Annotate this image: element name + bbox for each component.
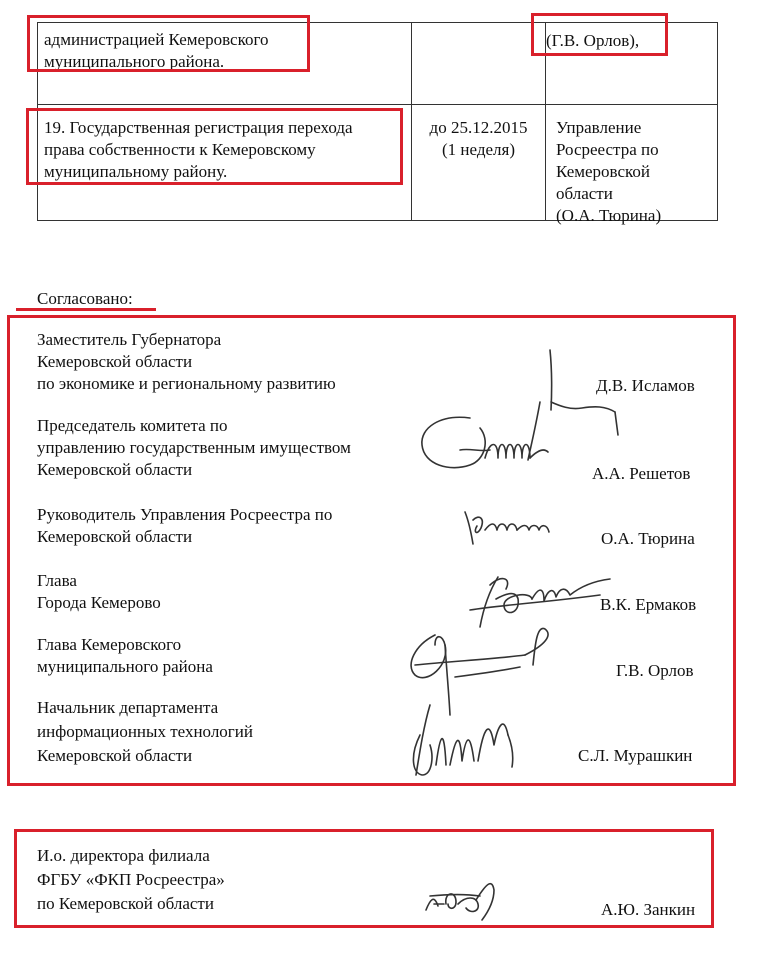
signatory-position: Глава Города Кемерово — [37, 571, 161, 612]
signatory-name: Д.В. Исламов — [596, 376, 695, 395]
table-row-top-responsible: (Г.В. Орлов), — [546, 31, 640, 50]
signatory-position: Руководитель Управления Росреестра по Кемеровской области — [37, 505, 333, 546]
signature-zankin — [420, 860, 510, 925]
signatory-position: Начальник департамента информационных технологий Кемеровской области — [37, 698, 253, 765]
approval-heading: Согласовано: — [37, 289, 133, 308]
highlight-box-top-task — [27, 15, 310, 72]
highlight-box-top-responsible — [531, 13, 668, 56]
signatory-name: Г.В. Орлов — [616, 661, 694, 680]
signature-tyurina — [455, 500, 565, 550]
signatory-position: Глава Кемеровского муниципального района — [37, 635, 213, 676]
signatory-name: О.А. Тюрина — [601, 529, 695, 548]
highlight-box-row-19 — [26, 108, 403, 185]
signature-islamov-reshetov — [410, 340, 650, 480]
table-row-19-deadline: до 25.12.2015 (1 неделя) — [429, 118, 528, 159]
signatory-name: А.А. Решетов — [592, 464, 691, 483]
table-row-19-responsible: Управление Росреестра по Кемеровской области (О.А. Тюрина) — [556, 118, 662, 225]
table-border-right — [717, 22, 718, 221]
approval-heading-red-underline — [16, 308, 156, 311]
table-row-top-task: администрацией Кемеровского муниципального района. — [44, 30, 269, 71]
table-line-middle — [37, 104, 718, 105]
signatory-name: В.К. Ермаков — [600, 595, 697, 614]
signatory-position: Председатель комитета по управлению государственным имуществом Кемеровской области — [37, 416, 351, 479]
table-row-19-task: 19. Государственная регистрация перехода права собственности к Кемеровскому муниципальному району. — [44, 118, 353, 181]
signatory-position: Заместитель Губернатора Кемеровской области по экономике и региональному развитию — [37, 330, 336, 393]
signatory-name: С.Л. Мурашкин — [578, 746, 693, 765]
branch-name: А.Ю. Занкин — [601, 900, 696, 919]
branch-position: И.о. директора филиала ФГБУ «ФКП Росреестра» по Кемеровской области — [37, 846, 225, 913]
signature-murashkin — [400, 695, 530, 785]
